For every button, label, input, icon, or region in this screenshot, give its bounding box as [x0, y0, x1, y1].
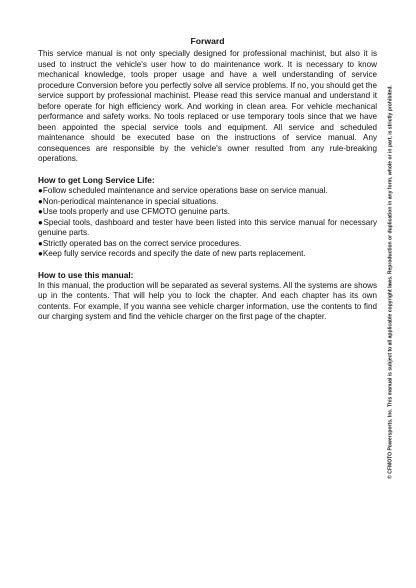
list-item [38, 239, 377, 250]
forward-body: This service manual is not only specially designed for professional machinist, but also it is used to instruct the vehicle's user how to do maintenance work. It is necessary to know mechanical knowledge, tools proper usage and have a well understanding of service procedure Conversion before you perfectly solve all service problems. If no, you should get the service support by professional machinist. Please read this service manual and understand it before operate for high efficiency work. And working in clean area. For vehicle mechanical performance and safety works. No tools replaced or use temporary tools since that we have been appointed the special service tools and equipment. All service and scheduled maintenance should be executed base on the instructions of service manual. Any consequences are responsible by the vehicle's owner resulted from any rule-breaking operations. [38, 49, 377, 164]
long-life-section [38, 175, 377, 260]
list-item-text: Keep fully service records and specify the date of new parts replacement. [42, 249, 306, 259]
how-to-use-section [38, 270, 377, 323]
list-item-text: Follow scheduled maintenance and service operations base on service manual. [42, 186, 328, 196]
bullet-icon: ● [38, 207, 43, 217]
how-to-use-heading: How to use this manual: [38, 269, 134, 280]
list-item [38, 186, 377, 197]
list-item-text: Non-periodical maintenance in special situations. [42, 196, 219, 206]
bullet-icon: ● [38, 196, 43, 206]
list-item [38, 197, 377, 208]
manual-page [38, 36, 377, 323]
long-life-list [38, 186, 377, 260]
copyright-sidebar [385, 40, 397, 525]
list-item [38, 218, 377, 239]
list-item-text: Strictly operated bas on the correct service procedures. [42, 238, 242, 248]
forward-title: Forward [190, 36, 225, 46]
list-item [38, 207, 377, 218]
copyright-notice: © CFMOTO Powersports, Inc. This manual is subject to all applicable copyright laws. Reproduction or duplication in any form, whole or in part, is strictly prohibited. [387, 85, 394, 479]
list-item [38, 249, 377, 260]
list-item-text: Use tools properly and use CFMOTO genuine parts. [42, 207, 230, 217]
how-to-use-body: In this manual, the production will be separated as several systems. All the systems are shows up in the contents. That will help you to lock the chapter. And each chapter has its own contents. For example, If you wanna see vehicle charger information, use the contents to find our charging system and find the vehicle charger on the first page of the chapter. [38, 280, 377, 322]
bullet-icon: ● [38, 217, 44, 227]
list-item-text: Special tools, dashboard and tester have been listed into this service manual for necessary genuine parts. [38, 217, 378, 238]
long-life-heading: How to get Long Service Life: [38, 175, 155, 186]
bullet-icon: ● [38, 249, 43, 259]
bullet-icon: ● [38, 186, 43, 196]
bullet-icon: ● [38, 238, 43, 248]
